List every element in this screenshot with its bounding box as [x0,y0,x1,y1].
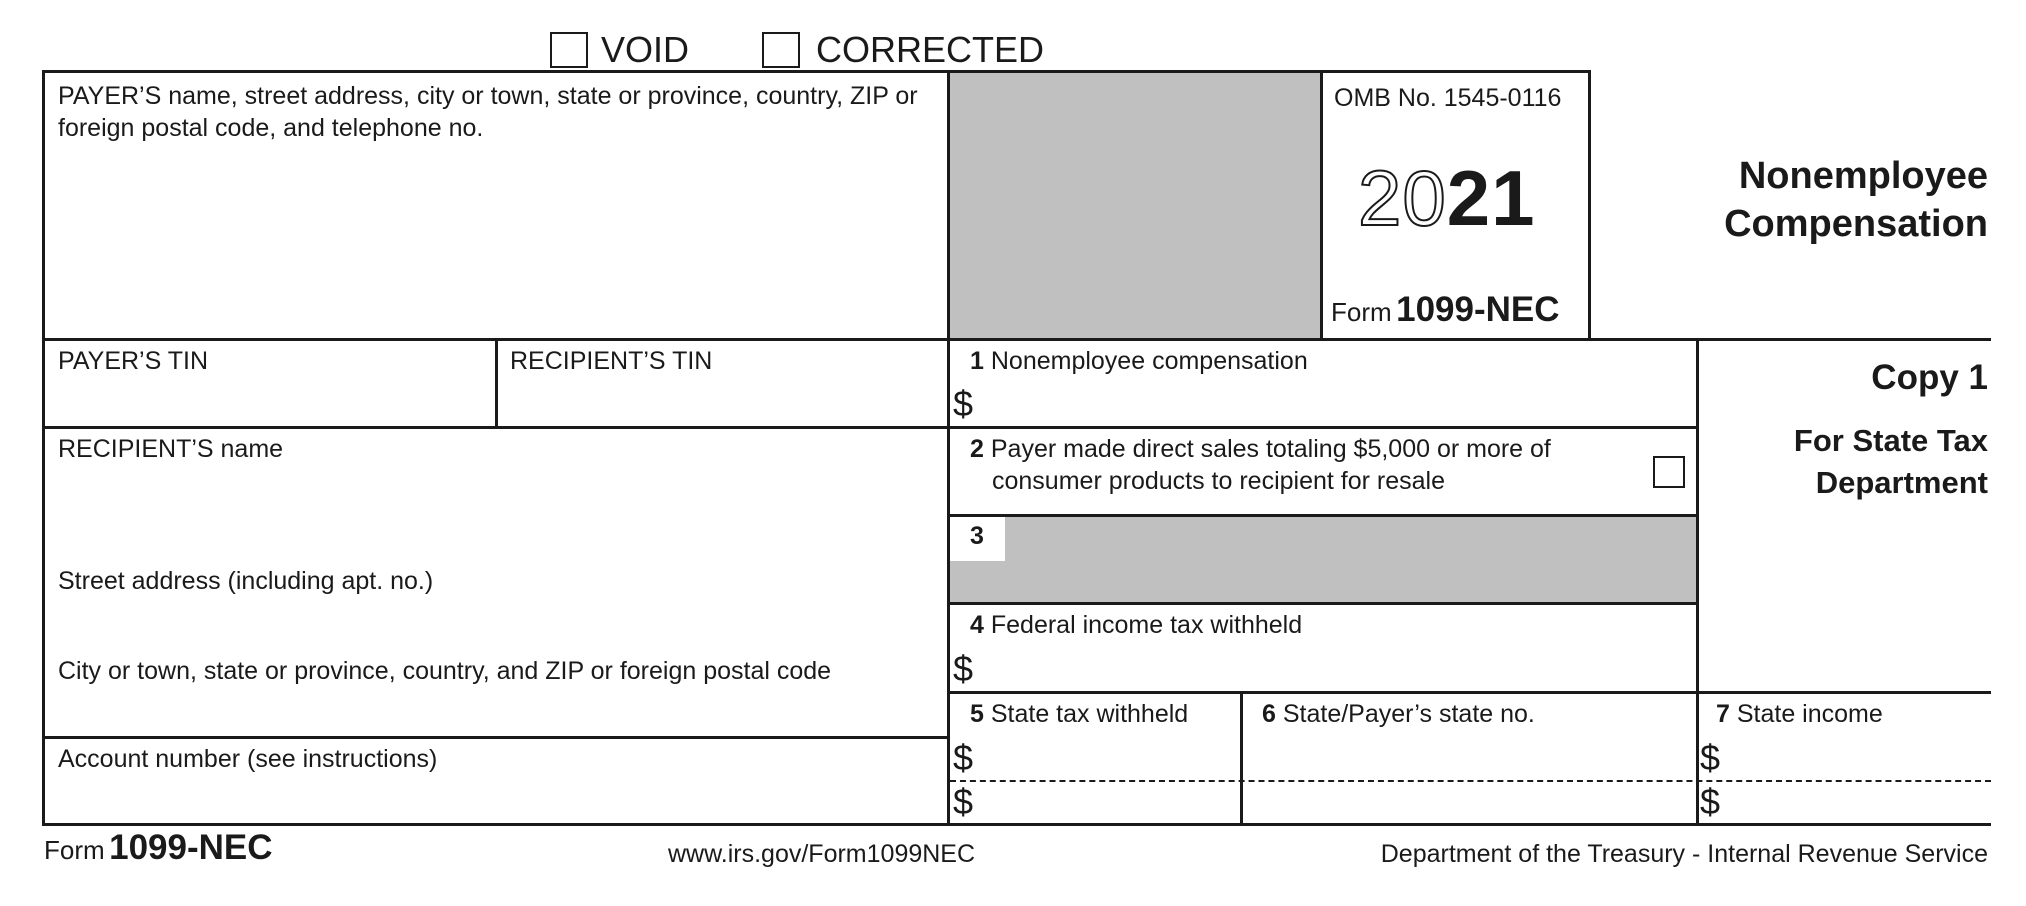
street-address-label: Street address (including apt. no.) [58,567,434,595]
box7-label [1716,698,1883,730]
footer-url: www.irs.gov/Form1099NEC [668,840,976,868]
shaded-box-top [950,72,1323,340]
rule-tin-divider [495,338,498,429]
form-title-line2: Compensation [1724,203,1988,245]
box1-dollar: $ [953,383,974,424]
form-title-line1: Nonemployee [1738,155,1988,197]
rule-dashed-state [950,780,1991,782]
rule-box3-bottom [948,602,1699,605]
copy-destination-line1: For State Tax [1793,423,1988,458]
tax-year-prefix: 20 [1358,154,1447,242]
footer-department: Department of the Treasury - Internal Revenue Service [1380,840,1988,868]
corrected-checkbox[interactable] [762,32,800,68]
recipient-name-label: RECIPIENT’S name [58,435,284,463]
box7-text: State income [1736,700,1883,728]
copy-destination-line2: Department [1815,465,1988,500]
corrected-label: CORRECTED [816,29,1045,70]
rule-omb-left [1320,70,1323,340]
rule-box5-6 [1240,691,1243,826]
box3-shaded-lower [950,561,1699,604]
payer-name-label: PAYER’S name, street address, city or town, state or province, country, ZIP or foreign postal code, and telephone no. [58,82,918,142]
omb-form-id [1331,290,1560,330]
direct-sales-checkbox[interactable] [1653,456,1685,488]
footer-form-id [44,828,273,868]
copy-destination [1710,420,1988,504]
rule-mid [947,70,950,826]
box2-label [970,433,1650,497]
payer-tin-label: PAYER’S TIN [58,347,209,375]
form-title [1600,152,1988,248]
void-checkbox[interactable] [550,32,588,68]
rule-box4-bottom [948,691,1991,694]
tax-year-suffix: 21 [1446,154,1536,242]
box5-dollar-1: $ [953,737,974,778]
footer-form-word: Form [44,835,105,865]
recipient-tin-label: RECIPIENT’S TIN [510,347,713,375]
box5-text: State tax withheld [990,700,1189,728]
rule-row3-left [42,426,1699,429]
box7-dollar-2: $ [1700,781,1721,822]
footer-form-number: 1099-NEC [109,828,273,867]
box4-text: Federal income tax withheld [990,611,1303,639]
box5-label [970,698,1188,730]
box5-dollar-2: $ [953,781,974,822]
box3-number: 3 [970,522,984,550]
box6-label [1262,698,1535,730]
account-number-label: Account number (see instructions) [58,745,438,773]
box2-number: 2 [970,435,984,463]
box2-line2: consumer products to recipient for resale [992,467,1445,495]
box1-number: 1 [970,347,984,375]
void-label: VOID [601,29,690,70]
rule-account-top [42,736,950,739]
rule-box2-bottom [948,514,1699,517]
city-state-zip-label: City or town, state or province, country, and ZIP or foreign postal code [58,657,832,685]
omb-form-word: Form [1331,297,1392,327]
box1-label [970,345,1308,377]
tax-year [1358,154,1536,242]
copy-label: Copy 1 [1871,358,1988,397]
rule-right-boxes [1696,338,1699,826]
box6-text: State/Payer’s state no. [1282,700,1535,728]
rule-left [42,70,45,826]
box4-label [970,609,1302,641]
box4-dollar: $ [953,648,974,689]
rule-omb-right [1588,70,1591,340]
rule-top [42,70,1591,73]
omb-form-number: 1099-NEC [1396,290,1560,329]
box7-dollar-1: $ [1700,737,1721,778]
box3-shaded [1005,516,1699,561]
box2-line1: Payer made direct sales totaling $5,000 or more of [990,435,1551,463]
box6-number: 6 [1262,700,1276,728]
box5-number: 5 [970,700,984,728]
box1-text: Nonemployee compensation [990,347,1308,375]
omb-number: OMB No. 1545-0116 [1334,84,1562,112]
box4-number: 4 [970,611,984,639]
box7-number: 7 [1716,700,1730,728]
